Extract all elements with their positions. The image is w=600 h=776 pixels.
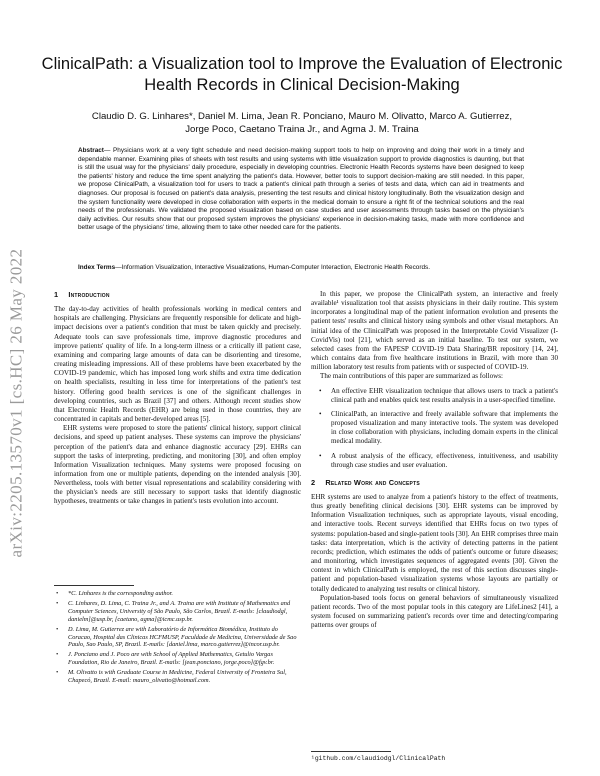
- list-item: • An effective EHR visualization technique that allows users to track a patient's clinical path and enables quick test results analysis in a user-specified timeline.: [331, 387, 558, 405]
- footnote-rule: [54, 585, 134, 586]
- paragraph: In this paper, we propose the ClinicalPath system, an interactive and freely available¹ visualization tool that assists physicians in their daily routine. This system incorporates a longitudinal map of the patient information evolution and presents the patient tests' results and clinical history using symbols and other visual metaphors. An initial idea of the ClinicalPath was proposed in the Interpretable Covid Visualizer (I-CovidVis) tool [21], which served as an initial baseline. To test our system, we selected cases from the FAPESP COVID-19 Data Sharing/BR repository [14, 24], which contains data from five healthcare institutions in Brazil, with more than 30 million laboratory test results from patients with or suspected of COVID-19.: [311, 290, 558, 372]
- footnote-item: • D. Lima, M. Gutierrez are with Laboratório de Informática Biomédica, Instituto do Coracao, Hospital das Clinicas HCFMUSP, Faculdade de Medicina, Universidade de Sao Paulo, Sao Paulo, SP, Brazil. E-mails: [daniel.lima, marco.gutierrez]@incor.usp.br.: [68, 626, 301, 650]
- index-terms: [78, 264, 524, 273]
- paragraph: Population-based tools focus on general behaviors of simultaneously visualized patient records. Two of the most popular tools in this category are LifeLines2 [41], a system focused on summarizing patient's records over time and detecting/comparing patterns over groups of: [311, 593, 558, 630]
- author-line: Jorge Poco, Caetano Traina Jr., and Agma J. M. Traina: [185, 124, 419, 135]
- author-line: Claudio D. G. Linhares*, Daniel M. Lima, Jean R. Ponciano, Mauro M. Olivatto, Marco A. Gutierrez,: [91, 111, 513, 122]
- footnote-rule: [311, 751, 391, 752]
- footnote-item: • *C. Linhares is the corresponding author.: [68, 590, 301, 598]
- paragraph: EHR systems were proposed to store the patients' clinical history, support clinical decisions, and speed up patient analyses. These systems can improve the physicians' perception of the patient's data and enhance diagnostic accuracy [29]. EHRs can support the tasks of interpreting, predicting, and monitoring [30], and often employ Information Visualization techniques. Many systems were proposed focusing on information from one or multiple patients, depending on the intended analysis [30]. Nevertheless, tools with better visual representations and scalability considering with the physician's needs are still necessary to support tasks that identify diagnostic hypotheses, treatments or take changes in patient's tests evolution into account.: [54, 424, 301, 506]
- footnote-item: • J. Ponciano and J. Poco are with School of Applied Mathematics, Getulio Vargas Foundation, Rio de Janeiro, Brazil. E-mails: [jean.ponciano, jorge.poco]@fgv.br.: [68, 651, 301, 667]
- paragraph: EHR systems are used to analyze from a patient's history to the effect of treatments, thus greatly benefiting clinical decisions [30]. EHR systems can be improved by Information Visualization techniques, such as appropriate layouts, visual encoding, and interactive tools. Recent surveys identified that EHRs focus on two types of systems: population-based and single-patient tools [30]. An EHR comprises three main tasks: data interpretation, which is the activity of detecting patterns in the patient records; prediction, which estimates the odds of patient's outcome or future diseases; and monitoring, which investigates sequences of aggregated events [30]. Given the context in which ClinicalPath is employed, the rest of this section discusses single-patient and population-based visualization systems whose layouts are partially or totally dedicated to analyzing test results or clinical history.: [311, 492, 558, 593]
- section-heading-related-work: [311, 478, 558, 487]
- left-column: [54, 290, 301, 507]
- section-number: 2: [311, 477, 316, 487]
- list-item: • ClinicalPath, an interactive and freely available software that implements the proposed visualization and many interactive tools. The system was developed in close collaboration with physicians, including domain experts in the clinical medical modality.: [331, 410, 558, 447]
- repository-link[interactable]: ¹github.com/claudiodgl/ClinicalPath: [311, 755, 446, 762]
- author-footnotes: [54, 585, 301, 687]
- contribution-list: [311, 387, 558, 470]
- index-terms-text: —Information Visualization, Interactive Visualizations, Human-Computer Interaction, Electronic Health Records.: [115, 264, 431, 271]
- url-footnote: [311, 751, 558, 763]
- footnote-item: • M. Olivatto is with Graduate Course in Medicine, Federal University of Fronteira Sul, Chapecó, Brazil. E-mail: mauro_olivatto@hotmail.com.: [68, 669, 301, 685]
- arxiv-stamp-text: arXiv:2205.13570v1 [cs.HC] 26 May 2022: [6, 248, 26, 557]
- section-heading-introduction: [54, 290, 301, 299]
- paragraph: The main contributions of this paper are summarized as follows:: [320, 372, 504, 381]
- arxiv-stamp: [2, 205, 30, 600]
- section-title: Related Work and Concepts: [325, 477, 420, 487]
- paragraph: The day-to-day activities of health professionals working in medical centers and hospitals are challenging. Physicians are frequently responsible for delicate and high-impact decisions over a patient's condition that must be taken quickly and precisely. Adequate tools can save professionals time, improve diagnostic procedures and improve patients' quality of life. In a long-term illness or a critically ill patient case, examining and comparing large amounts of data can be disorienting and tiresome, creating misleading impressions. All of these problems have been exacerbated by the COVID-19 pandemic, which has imposed long work shifts and extra time dedication on health specialists, resulting in less time for interpretations of the patient's test history. Offering good health services is one of the significant challenges in developing countries, such as Brazil [37] and others. Although recent studies show that Electronic Health Records (EHR) are being used in those countries, they are concentrated in capitals and better-developed areas [5].: [54, 305, 301, 424]
- footnote-item: • C. Linhares, D. Lima, C. Traina Jr., and A. Traina are with Institute of Mathematics and Computer Sciences, University of São Paulo, São Carlos, Brazil. E-mails: [claudiodgl, danielm]@usp.br, [caetano, agma]@icmc.usp.br.: [68, 600, 301, 624]
- index-terms-label: Index Terms: [78, 264, 116, 271]
- abstract-text: — Physicians work at a very tight schedule and need decision-making support tools to help on improving and doing their work in a timely and dependable manner. Examining piles of sheets with test results and using systems with little visualization support to provide diagnostics is daunting, but that is still the usual way for the physicians' daily procedure, especially in developing countries. Electronic Health Records systems have been designed to keep the patients' history and reduce the time spent analyzing the patient's data. However, better tools to support decision-making are still needed. In this paper, we propose ClinicalPath, a visualization tool for users to track a patient's clinical path through a series of tests and data, which can aid in treatments and diagnoses. Our proposal is focused on patient's data analysis, presenting the test results and clinical history longitudinally. Both the visualization design and the system functionality were developed in close collaboration with experts in the medical domain to ensure a right fit of the technical solutions and the real needs of the professionals. We validated the proposed visualization based on case studies and user assessments through tasks based on the physician's daily activities. Our results show that our proposed system improves the physicians' experience in decision-making tasks, made with more confidence and better usage of the physicians' time, allowing them to take other needed care for the patients.: [78, 147, 524, 232]
- paper-title: ClinicalPath: a Visualization tool to Improve the Evaluation of Electronic Health Records in Clinical Decision-Making: [41, 55, 563, 94]
- abstract: [78, 147, 524, 233]
- list-item: • A robust analysis of the efficacy, effectiveness, intuitiveness, and usability through case studies and user evaluation.: [331, 452, 558, 470]
- right-column: [311, 290, 558, 630]
- abstract-label: Abstract: [78, 147, 104, 154]
- author-list: [40, 110, 564, 136]
- section-number: 1: [54, 290, 59, 299]
- section-title: Introduction: [68, 290, 110, 299]
